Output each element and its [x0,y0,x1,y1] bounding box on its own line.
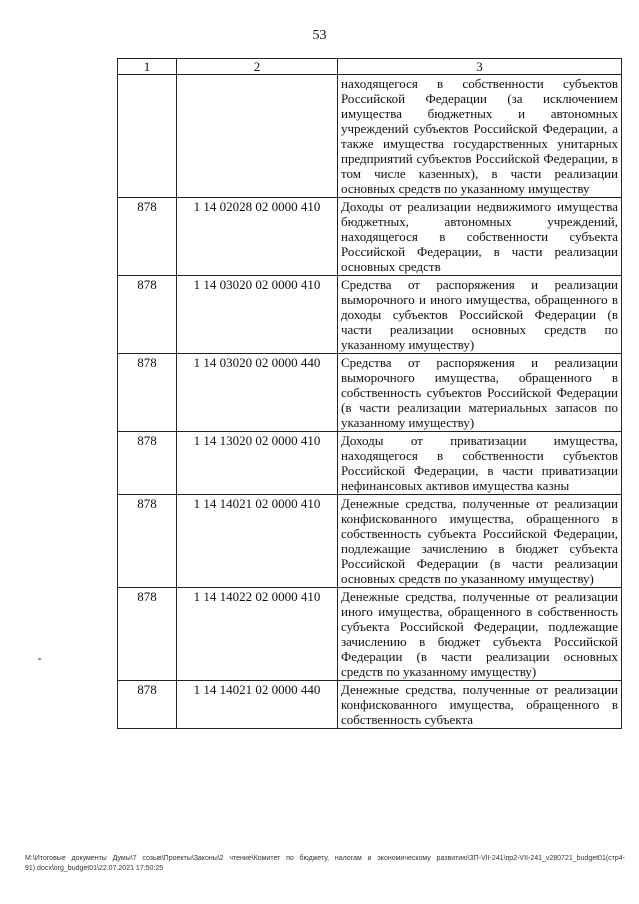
description-cell: Денежные средства, полученные от реализации иного имущества, обращенного в собственность субъекта Российской Федерации, подлежащие зачислению в бюджет субъекта Российской Федерации (в части реализации основных средств по указанному имуществу) [338,588,622,681]
admin-code-cell: 878 [118,354,177,432]
description-cell: Денежные средства, полученные от реализации конфискованного имущества, обращенного в собственность субъекта Российской Федерации, подлежащие зачислению в бюджет субъекта Российской Федерации (в части реализации основных средств по указанному имуществу) [338,495,622,588]
revenue-code-cell: 1 14 03020 02 0000 440 [177,354,338,432]
description-cell: находящегося в собственности субъектов Российской Федерации (за исключением имущества бюджетных и автономных учреждений субъектов Российской Федерации, а также имущества государственных унитарных предприятий субъектов Российской Федерации, в том числе казенных), в части реализации основных средств по указанному имуществу [338,75,622,198]
admin-code-cell: 878 [118,681,177,729]
table-row [118,198,622,276]
table-row [118,432,622,495]
description-cell: Доходы от реализации недвижимого имущества бюджетных, автономных учреждений, находящегося в собственности субъекта Российской Федерации, в части реализации основных средств [338,198,622,276]
page-number: 53 [312,28,327,43]
table-row [118,354,622,432]
admin-code-cell: 878 [118,198,177,276]
admin-code-cell: 878 [118,495,177,588]
description-cell: Средства от распоряжения и реализации выморочного имущества, обращенного в собственность субъектов Российской Федерации (в части реализации материальных запасов по указанному имуществу) [338,354,622,432]
description-cell: Доходы от приватизации имущества, находящегося в собственности субъектов Российской Федерации, в части приватизации нефинансовых активов имущества казны [338,432,622,495]
table-header-row [118,59,622,75]
revenue-codes-table [117,58,622,729]
revenue-code-cell: 1 14 14021 02 0000 440 [177,681,338,729]
table-row [118,75,622,198]
header-col-3: 3 [338,59,622,75]
admin-code-cell: 878 [118,276,177,354]
table-row [118,588,622,681]
admin-code-cell: 878 [118,588,177,681]
table-row [118,681,622,729]
table-row [118,495,622,588]
description-cell: Денежные средства, полученные от реализации конфискованного имущества, обращенного в собственность субъекта [338,681,622,729]
table-row [118,276,622,354]
header-col-2: 2 [177,59,338,75]
admin-code-cell: 878 [118,432,177,495]
revenue-code-cell: 1 14 02028 02 0000 410 [177,198,338,276]
header-col-1: 1 [118,59,177,75]
description-cell: Средства от распоряжения и реализации выморочного и иного имущества, обращенного в доходы субъектов Российской Федерации (в части реализации основных средств по указанному имуществу) [338,276,622,354]
revenue-code-cell: 1 14 13020 02 0000 410 [177,432,338,495]
scan-speck [38,658,41,660]
revenue-code-cell: 1 14 14021 02 0000 410 [177,495,338,588]
revenue-code-cell [177,75,338,198]
revenue-code-cell: 1 14 03020 02 0000 410 [177,276,338,354]
admin-code-cell [118,75,177,198]
revenue-code-cell: 1 14 14022 02 0000 410 [177,588,338,681]
file-path-footer: M:\Итоговые документы Думы\7 созыв\Проекты\Законы\2 чтение\Комитет по бюджету, налогам и экономическому развитию\ЗП-VII-241\пр2-VII-241_v280721_budget01(стр4-91).docx\org_budget01\22.07.2021 17:50:25 [25,855,625,872]
